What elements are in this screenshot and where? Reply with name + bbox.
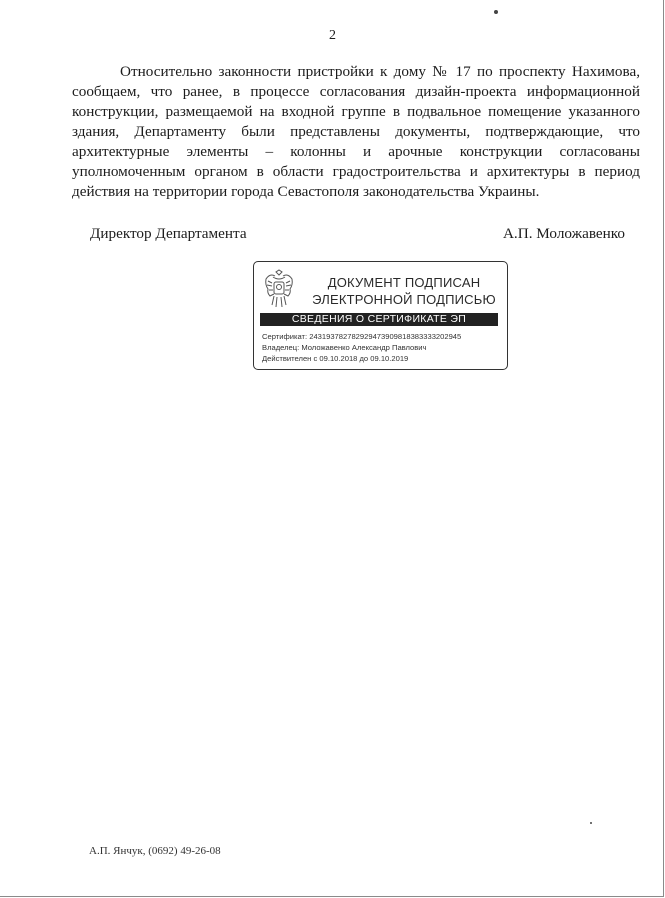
stamp-heading-line1: ДОКУМЕНТ ПОДПИСАН	[327, 275, 481, 290]
certificate-details	[262, 331, 461, 364]
certificate-info-bar: СВЕДЕНИЯ О СЕРТИФИКАТЕ ЭП	[260, 313, 498, 326]
scan-speck	[494, 10, 498, 14]
stamp-heading-line2: ЭЛЕКТРОННОЙ ПОДПИСЬЮ	[312, 292, 496, 307]
signatory-title: Директор Департамента	[90, 225, 247, 242]
certificate-number: Сертификат: 243193782782929473909818383333202945	[262, 332, 462, 341]
coat-of-arms-icon	[262, 269, 296, 311]
certificate-validity: Действителен с 09.10.2018 до 09.10.2019	[262, 354, 409, 363]
certificate-owner: Владелец: Моложавенко Александр Павлович	[262, 343, 427, 352]
scan-speck	[590, 822, 592, 824]
electronic-signature-stamp	[253, 261, 508, 370]
stamp-heading	[306, 274, 502, 308]
executor-contact: А.П. Янчук, (0692) 49-26-08	[89, 845, 221, 857]
body-paragraph: Относительно законности пристройки к дому № 17 по проспекту Нахимова, сообщаем, что ранее, в процессе согласования дизайн-проекта информационной конструкции, размещаемой на входной группе в подвальное помещение указанного здания, Департаменту были представлены документы, подтверждающие, что архитектурные элементы – колонны и арочные конструкции согласованы уполномоченным органом в области градостроительства и архитектуры в период действия на территории города Севастополя законодательства Украины.	[72, 63, 640, 200]
page-number: 2	[329, 28, 336, 43]
signatory-name: А.П. Моложавенко	[502, 225, 625, 242]
